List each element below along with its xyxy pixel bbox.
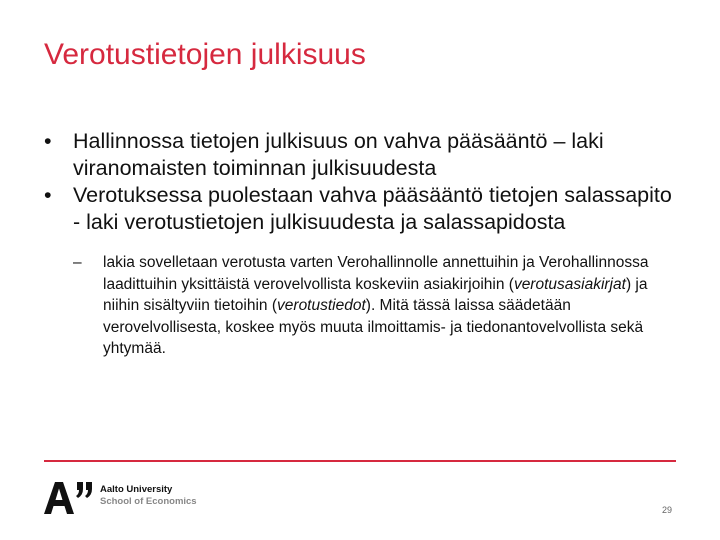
bullet-item <box>44 128 684 182</box>
bullet-text: Hallinnossa tietojen julkisuus on vahva pääsääntö – laki viranomaisten toiminnan julkisuudesta <box>73 129 604 180</box>
logo-text <box>100 484 197 508</box>
slide-title: Verotustietojen julkisuus <box>44 38 366 71</box>
sub-bullet-text-part: ). Mitä tässä laissa säädetään verovelvollisesta, koskee myös muuta ilmoittamis- ja tiedonantovelvollista sekä yhtymää. <box>103 297 644 357</box>
bullet-marker: • <box>44 129 52 153</box>
sub-bullet-italic-term: verotustiedot <box>277 297 366 314</box>
bullet-item <box>44 182 684 236</box>
sub-bullet-italic-term: verotusasiakirjat <box>513 275 626 293</box>
slide-content <box>44 128 684 360</box>
page-number: 29 <box>661 505 672 515</box>
aalto-logo <box>44 480 224 516</box>
sub-bullet-text-part: ) ja niihin sisältyviin tietoihin ( <box>103 275 648 314</box>
sub-bullet-item <box>73 252 663 360</box>
bullet-text: Verotuksessa puolestaan vahva pääsääntö tietojen salassapito - laki verotustietojen julkisuudesta ja salassapidosta <box>73 183 672 234</box>
sub-bullet-marker: – <box>73 254 82 271</box>
logo-school: School of Economics <box>100 496 197 507</box>
logo-university: Aalto University <box>100 484 173 495</box>
footer-divider <box>44 460 676 462</box>
bullet-marker: • <box>44 183 52 207</box>
sub-bullet-text-part: lakia sovelletaan verotusta varten Verohallinnolle annettuihin ja Verohallinnossa laadittuihin yksittäistä verovelvollista koskeviin asiakirjoihin ( <box>103 254 649 293</box>
aalto-logo-mark-icon <box>44 480 94 516</box>
